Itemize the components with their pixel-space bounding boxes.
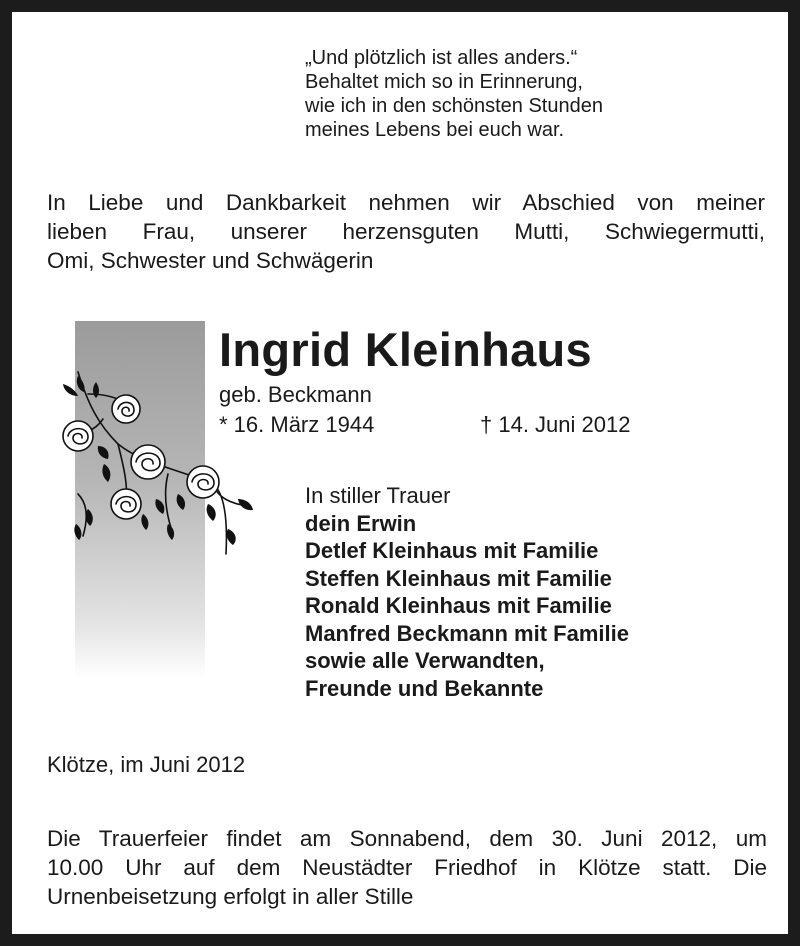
quote-line: „Und plötzlich ist alles anders.“ <box>305 47 578 69</box>
ceremony-line: Die Trauerfeier findet am Sonnabend, dem 30. Juni 2012, um <box>47 826 767 851</box>
ceremony-info <box>47 824 767 911</box>
mourner-entry: dein Erwin <box>305 510 417 536</box>
ceremony-line: 10.00 Uhr auf dem Neustädter Friedhof in Klötze statt. Die <box>47 855 767 880</box>
mourner-entry: Freunde und Bekannte <box>305 675 544 701</box>
place-date: Klötze, im Juni 2012 <box>47 752 246 777</box>
death-date: † 14. Juni 2012 <box>480 412 631 437</box>
memorial-quote <box>305 46 603 142</box>
quote-line: wie ich in den schönsten Stunden <box>305 95 603 117</box>
mourner-entry: Ronald Kleinhaus mit Familie <box>305 593 612 618</box>
mourner-entry: Manfred Beckmann mit Familie <box>305 620 629 646</box>
intro-line: Omi, Schwester und Schwägerin <box>47 248 374 273</box>
deceased-name: Ingrid Kleinhaus <box>219 323 592 376</box>
mourner-entry: Detlef Kleinhaus mit Familie <box>305 538 599 563</box>
intro-line: In Liebe und Dankbarkeit nehmen wir Abschied von meiner <box>47 190 765 215</box>
mourners-list <box>305 482 629 702</box>
farewell-intro <box>47 188 765 275</box>
birth-date: * 16. März 1944 <box>219 412 375 437</box>
quote-line: meines Lebens bei euch war. <box>305 119 565 141</box>
mourner-entry: sowie alle Verwandten, <box>305 648 545 673</box>
ceremony-line: Urnenbeisetzung erfolgt in aller Stille <box>47 884 414 909</box>
birth-name: geb. Beckmann <box>219 382 372 407</box>
mourner-entry: Steffen Kleinhaus mit Familie <box>305 565 612 591</box>
quote-line: Behaltet mich so in Erinnerung, <box>305 71 583 93</box>
intro-line: lieben Frau, unserer herzensguten Mutti, Schwiegermutti, <box>47 219 765 244</box>
mourners-heading: In stiller Trauer <box>305 483 451 508</box>
